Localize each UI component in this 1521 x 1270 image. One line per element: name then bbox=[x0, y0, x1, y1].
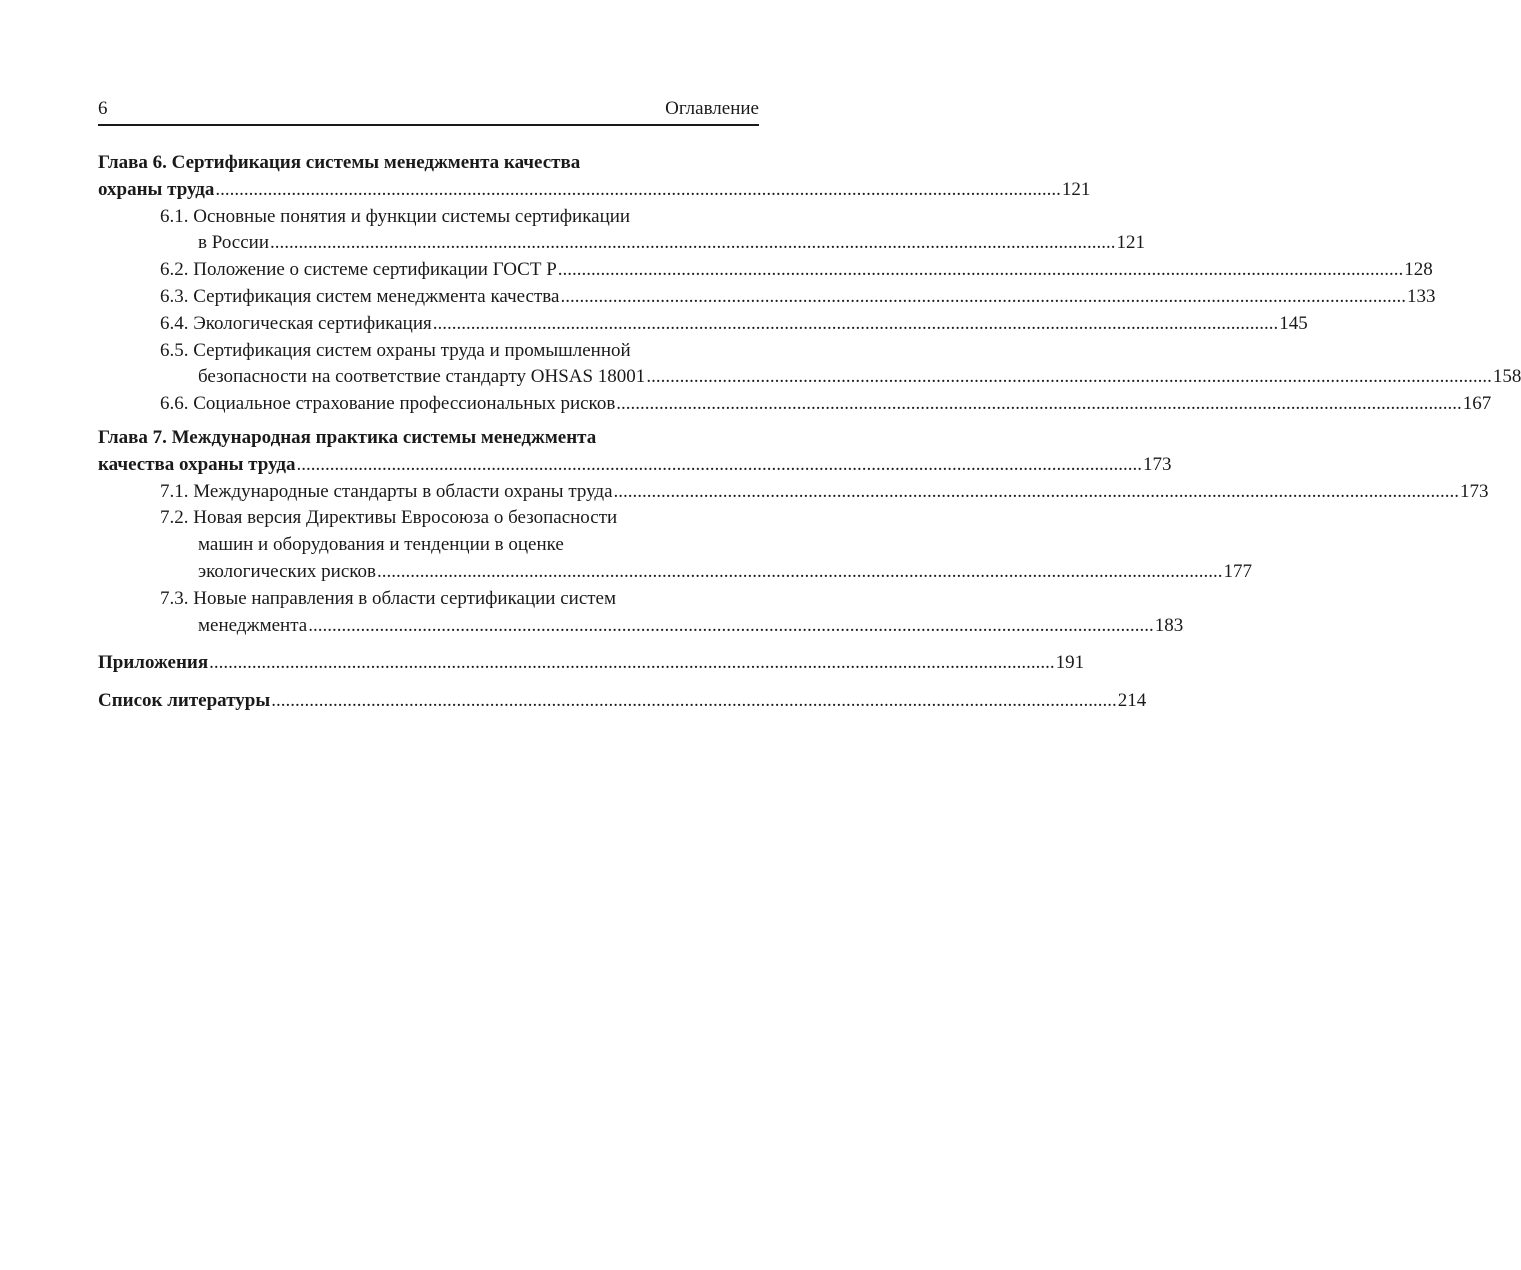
dot-leader: .................................................................................................................................................................................. bbox=[557, 259, 1404, 281]
section-6-5-entry[interactable] bbox=[98, 364, 1521, 391]
section-7-2-page: 177 bbox=[1223, 560, 1252, 582]
section-6-6-title: 6.6. Социальное страхование профессиональных рисков bbox=[160, 393, 616, 415]
chapter-7-page: 173 bbox=[1142, 453, 1172, 475]
running-title: Оглавление bbox=[665, 98, 759, 119]
chapter-6-page: 121 bbox=[1061, 178, 1091, 200]
section-6-6-entry[interactable] bbox=[98, 391, 1492, 418]
chapter-6-title-line2: охраны труда bbox=[98, 178, 215, 200]
section-7-1-entry[interactable] bbox=[98, 479, 1489, 506]
chapter-7-title-line1: Глава 7. Международная практика системы менеджмента bbox=[98, 426, 597, 448]
appendices-title: Приложения bbox=[98, 652, 209, 674]
section-7-1-page: 173 bbox=[1460, 480, 1489, 502]
section-6-2-page: 128 bbox=[1404, 259, 1433, 281]
header-rule bbox=[98, 124, 759, 126]
chapter-6-title-line1: Глава 6. Сертификация системы менеджмента качества bbox=[98, 152, 581, 173]
references-page: 214 bbox=[1117, 690, 1147, 712]
dot-leader: .................................................................................................................................................................................. bbox=[377, 560, 1223, 582]
dot-leader: .................................................................................................................................................................................. bbox=[270, 232, 1116, 254]
section-7-3-page: 183 bbox=[1154, 614, 1184, 636]
section-6-4-entry[interactable] bbox=[98, 311, 1308, 338]
section-7-3-line1: 7.3. Новые направления в области сертификации систем bbox=[160, 587, 617, 609]
dot-leader: .................................................................................................................................................................................. bbox=[296, 453, 1142, 475]
section-6-5-page: 158 bbox=[1492, 366, 1521, 388]
section-7-2-line1: 7.2. Новая версия Директивы Евросоюза о безопасности bbox=[160, 507, 618, 529]
dot-leader: .................................................................................................................................................................................. bbox=[613, 480, 1460, 502]
dot-leader: .................................................................................................................................................................................. bbox=[432, 312, 1279, 334]
page-number: 6 bbox=[98, 98, 108, 119]
references-title: Список литературы bbox=[98, 690, 271, 712]
section-7-2-entry[interactable] bbox=[98, 559, 1252, 586]
section-6-1-line1: 6.1. Основные понятия и функции системы сертификации bbox=[160, 205, 631, 227]
table-of-contents bbox=[98, 150, 1521, 715]
section-6-2-entry[interactable] bbox=[98, 257, 1433, 284]
section-6-2-title: 6.2. Положение о системе сертификации ГОСТ Р bbox=[160, 259, 557, 281]
chapter-7-entry[interactable] bbox=[98, 452, 1172, 479]
running-header bbox=[98, 96, 759, 122]
dot-leader: .................................................................................................................................................................................. bbox=[616, 393, 1462, 415]
section-6-4-page: 145 bbox=[1279, 312, 1308, 334]
section-7-3-entry[interactable] bbox=[98, 613, 1184, 640]
section-6-5-line2: безопасности на соответствие стандарту OHSAS 18001 bbox=[198, 366, 646, 388]
section-6-3-title: 6.3. Сертификация систем менеджмента качества bbox=[160, 285, 560, 307]
appendices-entry[interactable] bbox=[98, 650, 1085, 677]
section-6-1-line2: в России bbox=[198, 232, 269, 254]
dot-leader: .................................................................................................................................................................................. bbox=[271, 690, 1117, 712]
section-6-1-page: 121 bbox=[1116, 232, 1145, 254]
section-6-6-page: 167 bbox=[1462, 393, 1492, 415]
dot-leader: .................................................................................................................................................................................. bbox=[560, 285, 1406, 307]
appendices-page: 191 bbox=[1055, 652, 1085, 674]
section-6-3-page: 133 bbox=[1406, 285, 1436, 307]
dot-leader: .................................................................................................................................................................................. bbox=[646, 366, 1492, 388]
section-7-3-line2: менеджмента bbox=[198, 614, 308, 636]
section-7-1-title: 7.1. Международные стандарты в области охраны труда bbox=[160, 480, 613, 502]
section-6-5-line1: 6.5. Сертификация систем охраны труда и промышленной bbox=[160, 339, 631, 361]
section-7-2-line3: экологических рисков bbox=[198, 560, 376, 582]
section-7-2-line2: машин и оборудования и тенденции в оценке bbox=[198, 534, 564, 556]
section-6-1-entry[interactable] bbox=[98, 230, 1145, 257]
dot-leader: .................................................................................................................................................................................. bbox=[209, 652, 1055, 674]
section-6-4-title: 6.4. Экологическая сертификация bbox=[160, 312, 432, 334]
dot-leader: .................................................................................................................................................................................. bbox=[308, 614, 1154, 636]
section-6-3-entry[interactable] bbox=[98, 284, 1436, 311]
chapter-6-entry[interactable] bbox=[98, 177, 1091, 204]
chapter-7-title-line2: качества охраны труда bbox=[98, 453, 296, 475]
dot-leader: .................................................................................................................................................................................. bbox=[215, 178, 1061, 200]
references-entry[interactable] bbox=[98, 688, 1147, 715]
